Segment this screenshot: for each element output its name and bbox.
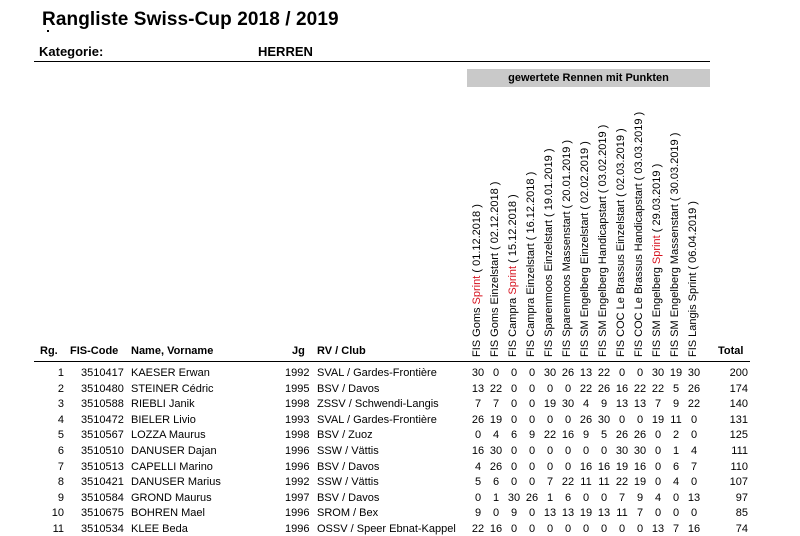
race-header-10: FIS COC Le Brassus Handicapstart ( 03.03.2019 ) — [633, 111, 645, 357]
row-points-race-12: 4 — [672, 476, 680, 489]
row-points-race-8: 0 — [600, 491, 608, 504]
row-points-race-4: 0 — [528, 445, 536, 457]
row-points-race-7: 22 — [579, 382, 593, 395]
row-points-race-10: 19 — [633, 476, 647, 489]
race-header-11: FIS SM Engelberg Sprint ( 29.03.2019 ) — [651, 163, 663, 357]
row-points-race-1: 7 — [474, 398, 482, 411]
row-points-race-12: 7 — [672, 523, 680, 535]
row-points-race-7: 4 — [582, 398, 590, 411]
row-total: 74 — [735, 523, 748, 535]
row-points-race-3: 0 — [510, 398, 518, 411]
row-points-race-12: 6 — [672, 460, 680, 473]
row-points-race-4: 0 — [528, 398, 536, 411]
row-club: BSV / Davos — [317, 491, 380, 504]
row-points-race-6: 16 — [561, 429, 575, 442]
row-year: 1996 — [285, 460, 310, 473]
row-points-race-7: 19 — [579, 507, 593, 520]
row-points-race-9: 26 — [615, 429, 629, 442]
row-year: 1996 — [285, 523, 310, 535]
row-name: KLEE Beda — [131, 523, 188, 535]
row-points-race-7: 0 — [582, 491, 590, 504]
row-points-race-4: 0 — [528, 523, 536, 535]
row-total: 107 — [729, 476, 748, 489]
race-header-1: FIS Goms Sprint ( 01.12.2018 ) — [471, 204, 483, 357]
row-points-race-4: 0 — [528, 460, 536, 473]
row-points-race-5: 7 — [546, 476, 554, 489]
row-rank: 2 — [57, 382, 64, 395]
row-total: 111 — [731, 445, 748, 457]
row-points-race-12: 5 — [672, 382, 680, 395]
row-total: 140 — [729, 398, 748, 411]
race-header-12: FIS SM Engelberg Massenstart ( 30.03.2019 ) — [669, 132, 681, 357]
row-name: RIEBLI Janik — [131, 398, 195, 411]
row-points-race-10: 0 — [636, 523, 644, 535]
row-points-race-7: 0 — [582, 523, 590, 535]
row-points-race-12: 19 — [669, 367, 683, 379]
row-points-race-5: 1 — [546, 491, 554, 504]
row-points-race-3: 0 — [510, 460, 518, 473]
row-points-race-5: 0 — [546, 445, 554, 457]
row-club: SVAL / Gardes-Frontière — [317, 367, 437, 379]
row-club: OSSV / Speer Ebnat-Kappel — [317, 523, 456, 535]
row-points-race-8: 30 — [597, 413, 611, 426]
row-points-race-1: 13 — [471, 382, 485, 395]
row-club: SSW / Vättis — [317, 476, 379, 489]
row-name: DANUSER Dajan — [131, 445, 217, 457]
row-club: BSV / Davos — [317, 460, 380, 473]
row-points-race-4: 0 — [528, 367, 536, 379]
row-points-race-6: 6 — [564, 491, 572, 504]
row-name: STEINER Cédric — [131, 382, 214, 395]
row-points-race-13: 26 — [687, 382, 701, 395]
row-points-race-5: 0 — [546, 413, 554, 426]
header-divider — [34, 361, 750, 362]
row-points-race-11: 19 — [651, 413, 665, 426]
row-fis-code: 3510584 — [81, 491, 124, 504]
row-points-race-9: 22 — [615, 476, 629, 489]
header-total: Total — [718, 345, 744, 357]
row-year: 1996 — [285, 507, 310, 520]
row-points-race-1: 5 — [474, 476, 482, 489]
race-header-7: FIS SM Engelberg Einzelstart ( 02.02.2019 ) — [579, 141, 591, 357]
row-points-race-1: 0 — [474, 491, 482, 504]
row-points-race-6: 0 — [564, 523, 572, 535]
row-total: 125 — [729, 429, 748, 442]
header-rank: Rg. — [40, 345, 58, 357]
header-name: Name, Vorname — [131, 345, 214, 357]
row-points-race-9: 7 — [618, 491, 626, 504]
row-points-race-1: 4 — [474, 460, 482, 473]
row-points-race-3: 0 — [510, 476, 518, 489]
page-title: Rangliste Swiss-Cup 2018 / 2019 — [42, 9, 339, 30]
row-year: 1993 — [285, 413, 310, 426]
row-points-race-13: 0 — [690, 507, 698, 520]
row-rank: 11 — [52, 523, 64, 535]
row-points-race-13: 0 — [690, 429, 698, 442]
row-name: GROND Maurus — [131, 491, 212, 504]
row-points-race-1: 0 — [474, 429, 482, 442]
row-points-race-3: 0 — [510, 382, 518, 395]
header-club: RV / Club — [317, 345, 366, 357]
row-points-race-9: 0 — [618, 523, 626, 535]
row-points-race-8: 22 — [597, 367, 611, 379]
header-fis-code: FIS-Code — [70, 345, 119, 357]
row-points-race-7: 11 — [580, 476, 592, 489]
race-header-4: FIS Campra Einzelstart ( 16.12.2018 ) — [525, 171, 537, 357]
row-points-race-10: 7 — [636, 507, 644, 520]
row-rank: 6 — [57, 445, 64, 457]
row-points-race-2: 4 — [492, 429, 500, 442]
row-points-race-4: 9 — [528, 429, 536, 442]
row-club: SVAL / Gardes-Frontière — [317, 413, 437, 426]
row-points-race-5: 13 — [543, 507, 557, 520]
row-points-race-5: 0 — [546, 460, 554, 473]
row-points-race-12: 0 — [672, 491, 680, 504]
row-points-race-8: 9 — [600, 398, 608, 411]
row-points-race-4: 0 — [528, 476, 536, 489]
row-points-race-2: 0 — [492, 507, 500, 520]
category-label: Kategorie: — [39, 44, 104, 59]
row-points-race-6: 26 — [561, 367, 575, 379]
row-points-race-2: 7 — [492, 398, 500, 411]
row-points-race-9: 0 — [618, 367, 626, 379]
row-points-race-9: 19 — [615, 460, 629, 473]
race-header-6: FIS Sparenmoos Massenstart ( 20.01.2019 ) — [561, 139, 573, 357]
row-fis-code: 3510567 — [81, 429, 124, 442]
row-points-race-11: 30 — [651, 367, 665, 379]
row-total: 97 — [735, 491, 748, 504]
row-points-race-5: 22 — [543, 429, 557, 442]
row-points-race-10: 22 — [633, 382, 647, 395]
race-header-8: FIS SM Engelberg Handicapstart ( 03.02.2019 ) — [597, 124, 609, 357]
row-points-race-13: 30 — [687, 367, 701, 379]
row-points-race-11: 13 — [651, 523, 665, 535]
row-name: CAPELLI Marino — [131, 460, 213, 473]
row-points-race-1: 30 — [471, 367, 485, 379]
row-points-race-1: 9 — [474, 507, 482, 520]
row-rank: 3 — [57, 398, 64, 411]
race-header-9: FIS COC Le Brassus Einzelstart ( 02.03.2019 ) — [615, 128, 627, 357]
row-points-race-6: 0 — [564, 413, 572, 426]
row-points-race-10: 26 — [633, 429, 647, 442]
row-points-race-9: 30 — [615, 445, 629, 457]
row-name: BOHREN Mael — [131, 507, 205, 520]
category-value: HERREN — [258, 44, 313, 59]
row-points-race-6: 30 — [561, 398, 575, 411]
row-name: LOZZA Maurus — [131, 429, 206, 442]
row-points-race-8: 0 — [600, 445, 608, 457]
row-points-race-13: 7 — [690, 460, 698, 473]
row-points-race-4: 0 — [528, 382, 536, 395]
row-points-race-7: 0 — [582, 445, 590, 457]
row-points-race-7: 16 — [579, 460, 593, 473]
row-fis-code: 3510588 — [81, 398, 124, 411]
row-points-race-6: 22 — [561, 476, 575, 489]
races-banner: gewertete Rennen mit Punkten — [467, 69, 710, 87]
row-points-race-12: 11 — [670, 413, 682, 426]
row-points-race-7: 13 — [579, 367, 593, 379]
row-points-race-5: 0 — [546, 382, 554, 395]
race-header-5: FIS Sparenmoos Einzelstart ( 19.01.2019 ) — [543, 148, 555, 357]
row-points-race-8: 0 — [600, 523, 608, 535]
row-points-race-2: 6 — [492, 476, 500, 489]
row-fis-code: 3510480 — [81, 382, 124, 395]
row-points-race-10: 0 — [636, 367, 644, 379]
row-fis-code: 3510421 — [81, 476, 124, 489]
row-points-race-3: 0 — [510, 367, 518, 379]
row-points-race-11: 7 — [654, 398, 662, 411]
row-year: 1992 — [285, 367, 310, 379]
row-club: ZSSV / Schwendi-Langis — [317, 398, 439, 411]
row-fis-code: 3510534 — [81, 523, 124, 535]
row-points-race-8: 5 — [600, 429, 608, 442]
race-header-2: FIS Goms Einzelstart ( 02.12.2018 ) — [489, 181, 501, 357]
row-total: 200 — [729, 367, 748, 379]
row-points-race-3: 6 — [510, 429, 518, 442]
row-points-race-9: 11 — [616, 507, 628, 520]
row-year: 1997 — [285, 491, 310, 504]
row-club: SROM / Bex — [317, 507, 379, 520]
row-points-race-3: 9 — [510, 507, 518, 520]
row-total: 174 — [729, 382, 748, 395]
category-divider — [34, 61, 710, 62]
row-points-race-12: 2 — [672, 429, 680, 442]
row-points-race-5: 0 — [546, 523, 554, 535]
row-club: SSW / Vättis — [317, 445, 379, 457]
row-total: 85 — [735, 507, 748, 520]
row-points-race-9: 13 — [615, 398, 629, 411]
row-year: 1996 — [285, 445, 310, 457]
row-points-race-2: 22 — [489, 382, 503, 395]
row-points-race-11: 0 — [654, 460, 662, 473]
row-fis-code: 3510675 — [81, 507, 124, 520]
row-points-race-6: 0 — [564, 445, 572, 457]
race-header-13: FIS Langis Sprint ( 06.04.2019 ) — [687, 201, 699, 357]
row-points-race-8: 16 — [597, 460, 611, 473]
row-points-race-1: 26 — [471, 413, 485, 426]
row-fis-code: 3510417 — [81, 367, 124, 379]
row-name: BIELER Livio — [131, 413, 196, 426]
row-points-race-13: 22 — [687, 398, 701, 411]
row-points-race-2: 30 — [489, 445, 503, 457]
row-points-race-8: 11 — [598, 476, 610, 489]
row-rank: 1 — [57, 367, 64, 379]
row-club: BSV / Zuoz — [317, 429, 373, 442]
row-rank: 10 — [51, 507, 64, 520]
row-points-race-3: 30 — [507, 491, 521, 504]
row-points-race-6: 0 — [564, 382, 572, 395]
row-points-race-6: 0 — [564, 460, 572, 473]
row-rank: 5 — [57, 429, 64, 442]
row-points-race-12: 1 — [672, 445, 680, 457]
row-points-race-11: 0 — [654, 445, 662, 457]
row-points-race-5: 19 — [543, 398, 557, 411]
row-points-race-8: 26 — [597, 382, 611, 395]
row-points-race-4: 26 — [525, 491, 539, 504]
row-points-race-4: 0 — [528, 507, 536, 520]
row-points-race-10: 9 — [636, 491, 644, 504]
row-points-race-11: 22 — [651, 382, 665, 395]
row-points-race-13: 4 — [690, 445, 698, 457]
row-points-race-11: 0 — [654, 476, 662, 489]
row-points-race-13: 13 — [687, 491, 701, 504]
row-rank: 9 — [57, 491, 64, 504]
row-points-race-3: 0 — [510, 413, 518, 426]
row-points-race-6: 13 — [561, 507, 575, 520]
row-total: 131 — [729, 413, 748, 426]
row-points-race-10: 16 — [633, 460, 647, 473]
row-points-race-12: 9 — [672, 398, 680, 411]
row-name: DANUSER Marius — [131, 476, 221, 489]
row-year: 1995 — [285, 382, 310, 395]
row-year: 1998 — [285, 398, 310, 411]
row-points-race-11: 0 — [654, 507, 662, 520]
row-points-race-12: 0 — [672, 507, 680, 520]
row-rank: 8 — [57, 476, 64, 489]
row-points-race-11: 0 — [654, 429, 662, 442]
row-points-race-1: 16 — [471, 445, 485, 457]
row-points-race-10: 30 — [633, 445, 647, 457]
row-points-race-4: 0 — [528, 413, 536, 426]
row-points-race-10: 0 — [636, 413, 644, 426]
row-name: KAESER Erwan — [131, 367, 210, 379]
row-points-race-2: 1 — [492, 491, 500, 504]
row-points-race-11: 4 — [654, 491, 662, 504]
row-fis-code: 3510513 — [81, 460, 124, 473]
row-rank: 7 — [57, 460, 64, 473]
header-year: Jg — [292, 345, 305, 357]
row-fis-code: 3510472 — [81, 413, 124, 426]
row-fis-code: 3510510 — [81, 445, 124, 457]
row-points-race-7: 26 — [579, 413, 593, 426]
row-total: 110 — [730, 460, 748, 473]
row-points-race-13: 0 — [690, 476, 698, 489]
row-points-race-2: 19 — [489, 413, 503, 426]
row-points-race-2: 16 — [489, 523, 503, 535]
row-points-race-10: 13 — [633, 398, 647, 411]
row-points-race-3: 0 — [510, 523, 518, 535]
row-year: 1998 — [285, 429, 310, 442]
row-points-race-2: 26 — [489, 460, 503, 473]
row-points-race-9: 16 — [615, 382, 629, 395]
row-points-race-8: 13 — [597, 507, 611, 520]
race-header-3: FIS Campra Sprint ( 15.12.2018 ) — [507, 194, 519, 357]
row-club: BSV / Davos — [317, 382, 380, 395]
row-points-race-5: 30 — [543, 367, 557, 379]
row-points-race-7: 9 — [582, 429, 590, 442]
row-rank: 4 — [57, 413, 64, 426]
row-points-race-9: 0 — [618, 413, 626, 426]
row-points-race-3: 0 — [510, 445, 518, 457]
row-points-race-2: 0 — [492, 367, 500, 379]
row-points-race-13: 0 — [690, 413, 698, 426]
row-points-race-1: 22 — [471, 523, 485, 535]
row-points-race-13: 16 — [687, 523, 701, 535]
row-year: 1992 — [285, 476, 310, 489]
stray-dot — [47, 30, 49, 32]
